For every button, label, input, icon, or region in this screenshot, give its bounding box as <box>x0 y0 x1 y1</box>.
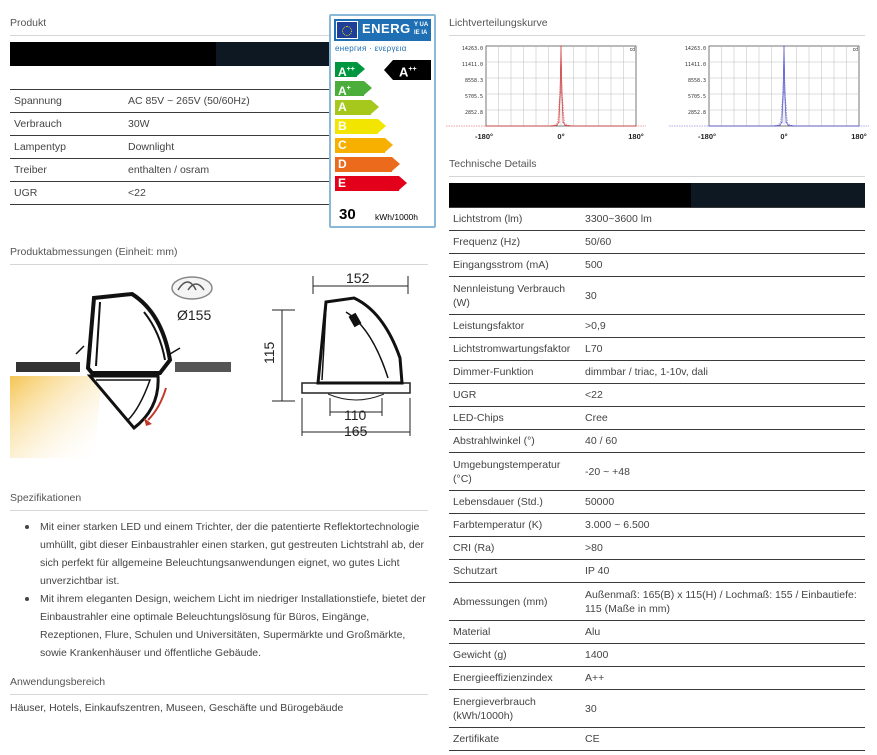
application-text: Häuser, Hotels, Einkaufszentren, Museen, Geschäfte und Bürogebäude <box>10 702 344 714</box>
row-value: 30W <box>124 113 428 136</box>
specs-section-title: Spezifikationen <box>10 492 428 511</box>
row-value: Außenmaß: 165(B) x 115(H) / Lochmaß: 155 / Einbautiefe: 115 (Maße in mm) <box>581 583 865 621</box>
table-row <box>449 514 865 537</box>
cutout-dimension: Ø155 <box>177 307 212 323</box>
side-housing <box>318 298 402 383</box>
energy-unit: kWh/1000h <box>375 212 418 222</box>
data-point <box>784 92 785 93</box>
table-row <box>449 338 865 361</box>
y-tick-label: 5705.5 <box>687 94 706 100</box>
unit-label: cd <box>852 47 858 53</box>
y-tick-label: 8558.3 <box>464 78 483 84</box>
row-value: Downlight <box>124 136 428 159</box>
table-row <box>449 491 865 514</box>
table-row <box>449 361 865 384</box>
row-label: Zertifikate <box>449 728 581 751</box>
product-section-title: Produkt <box>10 17 428 36</box>
energy-class-bar: D <box>335 157 392 172</box>
data-point <box>485 125 486 126</box>
row-label: Energieverbrauch (kWh/1000h) <box>449 690 581 728</box>
x-tick-label: 180° <box>628 132 644 141</box>
data-point <box>560 92 561 93</box>
row-value: 30 <box>581 690 865 728</box>
energy-label-suffix: Y UA IE IA <box>414 22 429 36</box>
table-row <box>449 667 865 690</box>
row-label: Umgebungstemperatur (°C) <box>449 453 581 491</box>
row-value: <22 <box>581 384 865 407</box>
table-row <box>449 208 865 231</box>
data-point <box>788 125 789 126</box>
data-point <box>556 125 557 126</box>
data-point <box>781 121 782 122</box>
data-point <box>565 125 566 126</box>
row-value: <22 <box>124 182 428 205</box>
row-label: Spannung <box>10 90 124 113</box>
row-value: CE <box>581 728 865 751</box>
light-curve-chart-1 <box>446 38 646 150</box>
energy-consumption: 30 <box>339 206 356 223</box>
ceiling-right <box>175 362 231 372</box>
data-point <box>558 121 559 122</box>
energy-label <box>329 14 436 228</box>
energy-label-header <box>334 19 431 41</box>
x-tick-label: -180° <box>474 132 494 141</box>
row-label: Lampentyp <box>10 136 124 159</box>
energy-label-subtitle: енергия · ενεργεια <box>335 44 407 53</box>
product-drawing <box>10 268 430 468</box>
table-row <box>449 231 865 254</box>
row-label: LED-Chips <box>449 407 581 430</box>
row-value: 40 / 60 <box>581 430 865 453</box>
row-label: UGR <box>449 384 581 407</box>
y-tick-label: 2852.8 <box>687 110 706 116</box>
table-row <box>449 583 865 621</box>
row-label: Lichtstromwartungsfaktor <box>449 338 581 361</box>
row-value: A++ <box>581 667 865 690</box>
row-value: AC 85V ~ 265V (50/60Hz) <box>124 90 428 113</box>
y-tick-label: 2852.8 <box>464 110 483 116</box>
dimension-inner: 110 <box>344 407 367 423</box>
x-tick-label: 180° <box>851 132 867 141</box>
table-row <box>449 277 865 315</box>
data-point <box>560 45 561 46</box>
tech-table <box>449 207 865 751</box>
light-curve-section-title: Lichtverteilungskurve <box>449 17 865 36</box>
y-tick-label: 8558.3 <box>687 78 706 84</box>
tech-section-title: Technische Details <box>449 158 865 177</box>
energy-label-title: ENERG <box>362 21 411 36</box>
data-point <box>792 125 793 126</box>
row-label: Lichtstrom (lm) <box>449 208 581 231</box>
data-point <box>783 92 784 93</box>
cutout-symbol <box>172 277 212 299</box>
y-tick-label: 5705.5 <box>464 94 483 100</box>
row-label: Dimmer-Funktion <box>449 361 581 384</box>
row-label: Schutzart <box>449 560 581 583</box>
eu-flag-icon <box>336 21 358 39</box>
y-tick-label: 11411.0 <box>461 62 483 68</box>
table-row <box>449 690 865 728</box>
table-row <box>449 453 865 491</box>
y-tick-label: 14263.0 <box>461 46 483 52</box>
ceiling-left <box>16 362 80 372</box>
table-row <box>449 560 865 583</box>
row-label: CRI (Ra) <box>449 537 581 560</box>
dimensions-section-title: Produktabmessungen (Einheit: mm) <box>10 246 428 265</box>
data-point <box>561 92 562 93</box>
data-point <box>708 125 709 126</box>
row-value: 1400 <box>581 644 865 667</box>
row-value: 50/60 <box>581 231 865 254</box>
row-value: dimmbar / triac, 1-10v, dali <box>581 361 865 384</box>
table-row <box>449 315 865 338</box>
specs-bullet: Mit ihrem eleganten Design, weichem Licht im niedriger Installationstiefe, bietet der Einbaustrahler eine optimale Beleuchtungslösung für Büros, Eingänge, Rezeptionen, Flure, Schulen und Universitäten, Supermärkte und Großmärkte, sowie Krankenhäuser und öffentliche Gebäude. <box>22 590 428 662</box>
row-label: Treiber <box>10 159 124 182</box>
light-curve-chart-2 <box>669 38 869 150</box>
row-label: Farbtemperatur (K) <box>449 514 581 537</box>
x-tick-label: -180° <box>697 132 717 141</box>
row-value: 30 <box>581 277 865 315</box>
table-row <box>449 407 865 430</box>
row-label: Nennleistung Verbrauch (W) <box>449 277 581 315</box>
table-row <box>449 644 865 667</box>
light-beam <box>10 376 102 458</box>
row-label: Lebensdauer (Std.) <box>449 491 581 514</box>
table-row <box>449 621 865 644</box>
data-point <box>569 125 570 126</box>
data-point <box>783 45 784 46</box>
data-point <box>785 121 786 122</box>
row-label: Energieeffizienzindex <box>449 667 581 690</box>
row-value: 500 <box>581 254 865 277</box>
table-row <box>449 254 865 277</box>
data-point <box>635 125 636 126</box>
table-row <box>449 430 865 453</box>
energy-class-bar: E <box>335 176 399 191</box>
row-value: L70 <box>581 338 865 361</box>
energy-class-bar: A++ <box>335 62 357 77</box>
table-row <box>449 728 865 751</box>
row-label: Eingangsstrom (mA) <box>449 254 581 277</box>
dimension-width: 152 <box>346 270 370 286</box>
row-value: 3300~3600 lm <box>581 208 865 231</box>
row-label: Leistungsfaktor <box>449 315 581 338</box>
row-value: Alu <box>581 621 865 644</box>
data-point <box>858 125 859 126</box>
row-value: enthalten / osram <box>124 159 428 182</box>
energy-class-bar: A <box>335 100 371 115</box>
energy-class-bar: C <box>335 138 385 153</box>
row-value: 3.000 ~ 6.500 <box>581 514 865 537</box>
row-value: Cree <box>581 407 865 430</box>
y-tick-label: 14263.0 <box>684 46 706 52</box>
energy-class-bar: A+ <box>335 81 364 96</box>
row-label: UGR <box>10 182 124 205</box>
row-label: Verbrauch <box>10 113 124 136</box>
row-value: IP 40 <box>581 560 865 583</box>
data-point <box>562 121 563 122</box>
dimension-outer: 165 <box>344 423 368 439</box>
specs-bullet: Mit einer starken LED und einem Trichter, der die patentierte Reflektortechnologie umhüllt, gibt dieser Einbaustrahler einen starken, gut gestreuten Lichtstrahl ab, der sich perfekt für allgemeine Beleuchtungsanwendungen eignet, wo gutes Licht unverzichtbar ist. <box>22 518 428 590</box>
energy-rating-arrow: A++ <box>393 60 431 80</box>
data-point <box>552 125 553 126</box>
x-tick-label: 0° <box>557 132 565 141</box>
specs-list <box>22 518 428 662</box>
data-point <box>779 125 780 126</box>
dimension-height: 115 <box>261 341 277 364</box>
x-tick-label: 0° <box>780 132 788 141</box>
application-section-title: Anwendungsbereich <box>10 676 428 695</box>
energy-class-bar: B <box>335 119 378 134</box>
row-value: -20 ~ +48 <box>581 453 865 491</box>
row-label: Frequenz (Hz) <box>449 231 581 254</box>
row-value: >80 <box>581 537 865 560</box>
row-label: Abstrahlwinkel (°) <box>449 430 581 453</box>
data-point <box>775 125 776 126</box>
row-label: Abmessungen (mm) <box>449 583 581 621</box>
row-label: Gewicht (g) <box>449 644 581 667</box>
unit-label: cd <box>629 47 635 53</box>
table-row <box>449 384 865 407</box>
y-tick-label: 11411.0 <box>684 62 706 68</box>
table-row <box>449 537 865 560</box>
row-value: >0,9 <box>581 315 865 338</box>
row-value: 50000 <box>581 491 865 514</box>
tech-header-bar <box>449 183 865 207</box>
row-label: Material <box>449 621 581 644</box>
